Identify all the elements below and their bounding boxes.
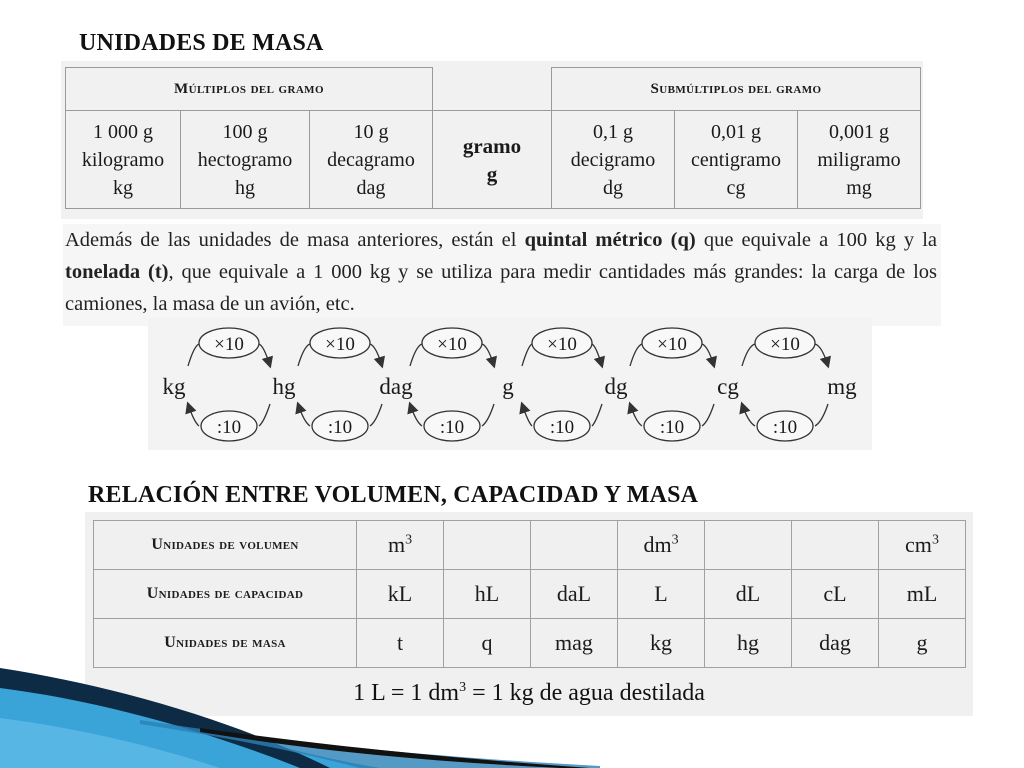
multiply-label: ×10 (770, 334, 800, 355)
divide-label: :10 (772, 417, 798, 438)
unit-cell: L (618, 570, 705, 619)
divide-label: :10 (327, 417, 353, 438)
multiply-arrow (592, 344, 602, 366)
unit-label: cg (717, 374, 739, 399)
unit-name: decigramo (570, 148, 656, 171)
divide-label: :10 (549, 417, 575, 438)
unit-value: 100 g (222, 120, 268, 143)
multiple-kilogram (66, 111, 181, 209)
multiply-arc (298, 344, 310, 366)
row-capacity (94, 570, 966, 619)
conversion-diagram (148, 318, 872, 450)
unit-label: mg (827, 374, 857, 399)
unit-cell: kg (618, 619, 705, 668)
quintal-term: quintal métrico (q) (524, 229, 696, 251)
unit-value: 1 000 g (93, 120, 153, 143)
unit-symbol: mg (846, 176, 872, 199)
formula-part-2: = 1 kg de agua destilada (466, 680, 705, 706)
unit-cell (879, 521, 966, 570)
base-name: gramo (462, 133, 522, 158)
row-volume (94, 521, 966, 570)
unit-symbol: dag (356, 176, 386, 199)
divide-arrow (188, 404, 199, 426)
mass-units-paragraph (63, 224, 941, 326)
unit-exponent: 3 (931, 532, 939, 548)
multiply-arc (410, 344, 422, 366)
relation-table (93, 520, 966, 668)
divide-arc (702, 404, 714, 426)
unit-cell (705, 521, 792, 570)
multiply-label: ×10 (214, 334, 244, 355)
unit-symbol: hg (235, 176, 255, 199)
unit-label: hg (272, 374, 296, 399)
unit-value: 0,001 g (829, 120, 889, 143)
unit-label: g (502, 374, 514, 399)
base-gram (433, 111, 552, 209)
multiply-arc (630, 344, 642, 366)
unit-symbol: cg (726, 176, 746, 199)
divide-label: :10 (439, 417, 465, 438)
formula-exponent: 3 (459, 680, 467, 695)
multiply-label: ×10 (437, 334, 467, 355)
unit-cell: mag (531, 619, 618, 668)
unit-cell: g (879, 619, 966, 668)
multiply-arc (522, 344, 532, 366)
paragraph-text-3: , que equivale a 1 000 kg y se utiliza para medir cantidades más grandes: la carga de los camiones, la masa de un avión, etc. (65, 261, 938, 315)
unit-name: decagramo (327, 148, 415, 171)
unit-cell: q (444, 619, 531, 668)
unit-cell: t (357, 619, 444, 668)
multiply-label: ×10 (325, 334, 355, 355)
unit-symbol: kg (113, 176, 133, 199)
multiply-arrow (370, 344, 382, 366)
unit-cell: dag (792, 619, 879, 668)
multiply-arrow (259, 344, 270, 366)
unit-name: hectogramo (197, 148, 293, 171)
mass-units-panel (61, 61, 923, 219)
unit-symbol: dg (603, 176, 623, 199)
formula-part-1: 1 L = 1 dm (353, 680, 460, 706)
multiply-arc (188, 344, 199, 366)
unit-label: dg (604, 374, 628, 399)
multiply-label: ×10 (547, 334, 577, 355)
unit-label: dag (379, 374, 413, 399)
submultiple-decigram (552, 111, 675, 209)
row-header: Unidades de volumen (94, 521, 357, 570)
title-relation: RELACIÓN ENTRE VOLUMEN, CAPACIDAD Y MASA (88, 482, 699, 508)
divide-arrow (410, 404, 422, 426)
header-spacer (433, 68, 552, 111)
unit-value: 0,1 g (593, 120, 633, 143)
multiply-arrow (815, 344, 828, 366)
divide-arc (592, 404, 602, 426)
divide-arrow (630, 404, 642, 426)
unit-name: miligramo (817, 148, 901, 171)
divide-arc (482, 404, 494, 426)
multiply-label: ×10 (657, 334, 687, 355)
unit-cell: hL (444, 570, 531, 619)
submultiple-centigram (675, 111, 798, 209)
unit-name: centigramo (691, 148, 781, 171)
unit-cell (618, 521, 705, 570)
multiply-arrow (702, 344, 714, 366)
submultiple-milligram (798, 111, 921, 209)
decorative-corner-swoosh (0, 658, 600, 768)
unit-exponent: 3 (671, 532, 679, 548)
paragraph-text-2: que equivale a 100 kg y la (695, 229, 937, 251)
unit-base: cm (905, 532, 932, 557)
divide-arc (370, 404, 382, 426)
unit-base: m (387, 532, 406, 557)
divide-arc (259, 404, 270, 426)
mass-units-table (65, 67, 921, 209)
divide-arc (815, 404, 828, 426)
unit-exponent: 3 (405, 532, 413, 548)
unit-value: 0,01 g (711, 120, 761, 143)
unit-cell (357, 521, 444, 570)
unit-cell: mL (879, 570, 966, 619)
unit-name: kilogramo (81, 148, 165, 171)
unit-cell: kL (357, 570, 444, 619)
unit-label: kg (162, 374, 186, 399)
divide-arrow (522, 404, 532, 426)
unit-cell (792, 521, 879, 570)
multiples-header: Múltiplos del gramo (66, 68, 433, 111)
row-header: Unidades de capacidad (94, 570, 357, 619)
unit-value: 10 g (353, 120, 389, 143)
divide-arrow (742, 404, 755, 426)
multiply-arc (742, 344, 755, 366)
multiple-decagram (310, 111, 433, 209)
unit-cell: daL (531, 570, 618, 619)
unit-cell (531, 521, 618, 570)
multiply-arrow (482, 344, 494, 366)
row-header: Unidades de masa (94, 619, 357, 668)
unit-cell: hg (705, 619, 792, 668)
paragraph-text-1: Además de las unidades de masa anteriores, están el (65, 229, 525, 251)
conversion-diagram-svg (148, 318, 872, 450)
unit-base: dm (643, 532, 672, 557)
unit-cell: cL (792, 570, 879, 619)
multiple-hectogram (181, 111, 310, 209)
divide-arrow (298, 404, 310, 426)
divide-label: :10 (216, 417, 242, 438)
unit-cell (444, 521, 531, 570)
submultiples-header: Submúltiplos del gramo (552, 68, 921, 111)
unit-cell: dL (705, 570, 792, 619)
divide-label: :10 (659, 417, 685, 438)
base-symbol: g (486, 161, 498, 186)
tonelada-term: tonelada (t) (65, 261, 169, 283)
title-units-of-mass: UNIDADES DE MASA (79, 30, 324, 56)
